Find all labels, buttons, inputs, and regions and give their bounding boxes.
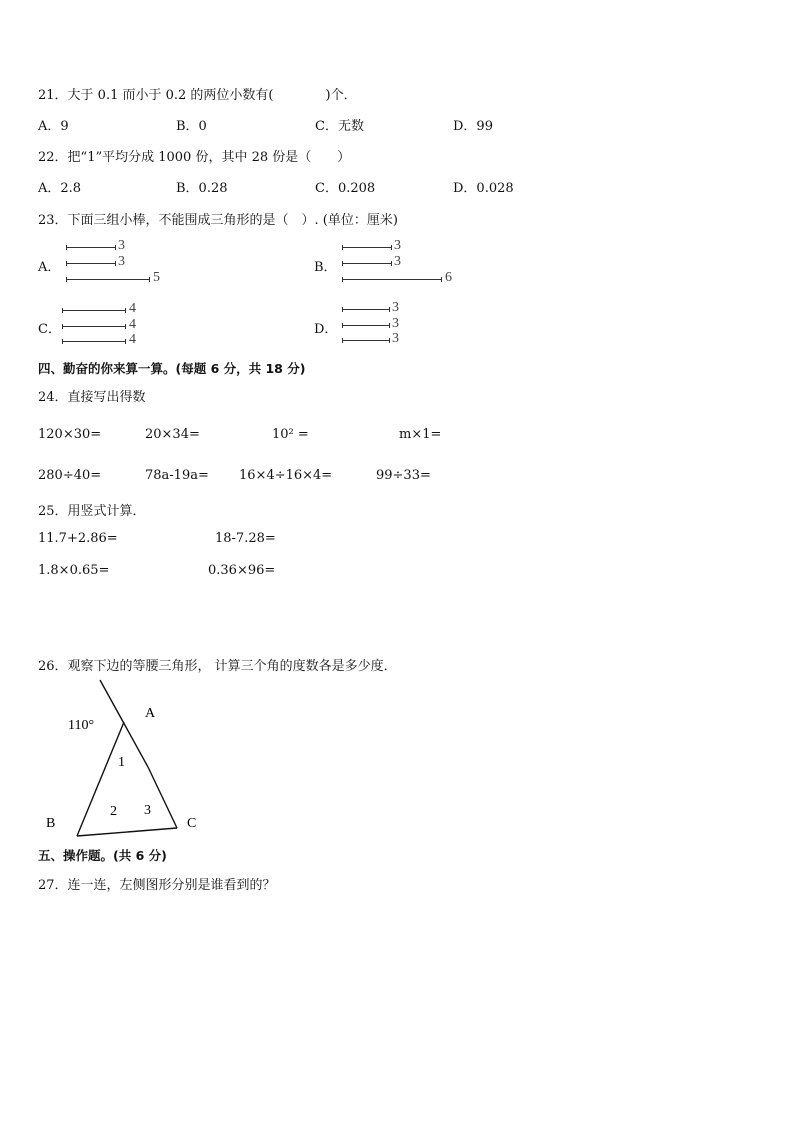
calc-item: m×1=	[399, 427, 442, 442]
q21-option-a: A．9	[38, 119, 69, 134]
stick-length: 4	[129, 317, 136, 332]
q24-stem: 24．直接写出得数	[38, 390, 146, 405]
isosceles-triangle-figure	[40, 675, 220, 845]
calc-item: 78a-19a=	[145, 468, 209, 483]
q23-option-a-label: A．	[38, 260, 61, 275]
calc-item: 120×30=	[38, 427, 102, 442]
stick-length: 4	[129, 301, 136, 316]
stick	[342, 247, 392, 248]
calc-item: 11.7+2.86=	[38, 531, 118, 546]
q21-stem: 21．大于 0.1 而小于 0.2 的两位小数有( )个．	[38, 88, 357, 103]
stick	[66, 279, 150, 280]
q27-stem: 27．连一连，左侧图形分别是谁看到的？	[38, 878, 276, 893]
q22-option-a: A．2.8	[38, 181, 82, 196]
stick-length: 3	[392, 331, 399, 346]
stick	[342, 263, 392, 264]
stick	[66, 247, 116, 248]
stick-length: 5	[153, 270, 160, 285]
q23-option-b-label: B．	[314, 260, 337, 275]
calc-item: 10² =	[272, 427, 309, 442]
stick-length: 3	[118, 238, 125, 253]
stick	[342, 340, 390, 341]
q23-option-c-label: C．	[38, 322, 61, 337]
q23-option-d-label: D．	[314, 322, 338, 337]
q21-option-d: D．99	[453, 119, 493, 134]
section-heading: 五、操作题。(共 6 分)	[38, 848, 167, 863]
q21-option-b: B．0	[176, 119, 207, 134]
angle-label: 110°	[68, 718, 95, 733]
calc-item: 16×4÷16×4=	[239, 468, 333, 483]
stick-length: 6	[445, 270, 452, 285]
q22-stem: 22．把“1”平均分成 1000 份，其中 28 份是（ ）	[38, 150, 351, 165]
q22-option-c: C．0.208	[315, 181, 376, 196]
angle-2-label: 2	[110, 804, 117, 819]
vertex-c: C	[187, 816, 197, 831]
angle-3-label: 3	[144, 803, 151, 818]
q26-stem: 26．观察下边的等腰三角形， 计算三个角的度数各是多少度．	[38, 659, 397, 674]
stick-length: 3	[392, 316, 399, 331]
q21-option-c: C．无数	[315, 119, 364, 134]
vertex-b: B	[46, 816, 56, 831]
q22-option-d: D．0.028	[453, 181, 514, 196]
stick	[62, 341, 126, 342]
calc-item: 18-7.28=	[215, 531, 276, 546]
calc-item: 99÷33=	[376, 468, 431, 483]
stick-length: 3	[394, 254, 401, 269]
q25-stem: 25．用竖式计算．	[38, 504, 146, 519]
vertex-a: A	[145, 706, 156, 721]
calc-item: 20×34=	[145, 427, 200, 442]
stick-length: 3	[118, 254, 125, 269]
stick-length: 4	[129, 332, 136, 347]
stick	[342, 325, 390, 326]
angle-1-label: 1	[118, 755, 125, 770]
q23-stem: 23．下面三组小棒，不能围成三角形的是（ ）. (单位：厘米)	[38, 213, 398, 228]
stick-length: 3	[392, 300, 399, 315]
calc-item: 280÷40=	[38, 468, 102, 483]
stick	[342, 279, 442, 280]
calc-item: 0.36×96=	[208, 563, 276, 578]
q22-option-b: B．0.28	[176, 181, 228, 196]
stick	[66, 263, 116, 264]
stick	[62, 326, 126, 327]
section-heading: 四、勤奋的你来算一算。(每题 6 分，共 18 分)	[38, 361, 306, 376]
calc-item: 1.8×0.65=	[38, 563, 110, 578]
stick	[342, 309, 390, 310]
stick-length: 3	[394, 238, 401, 253]
stick	[62, 310, 126, 311]
